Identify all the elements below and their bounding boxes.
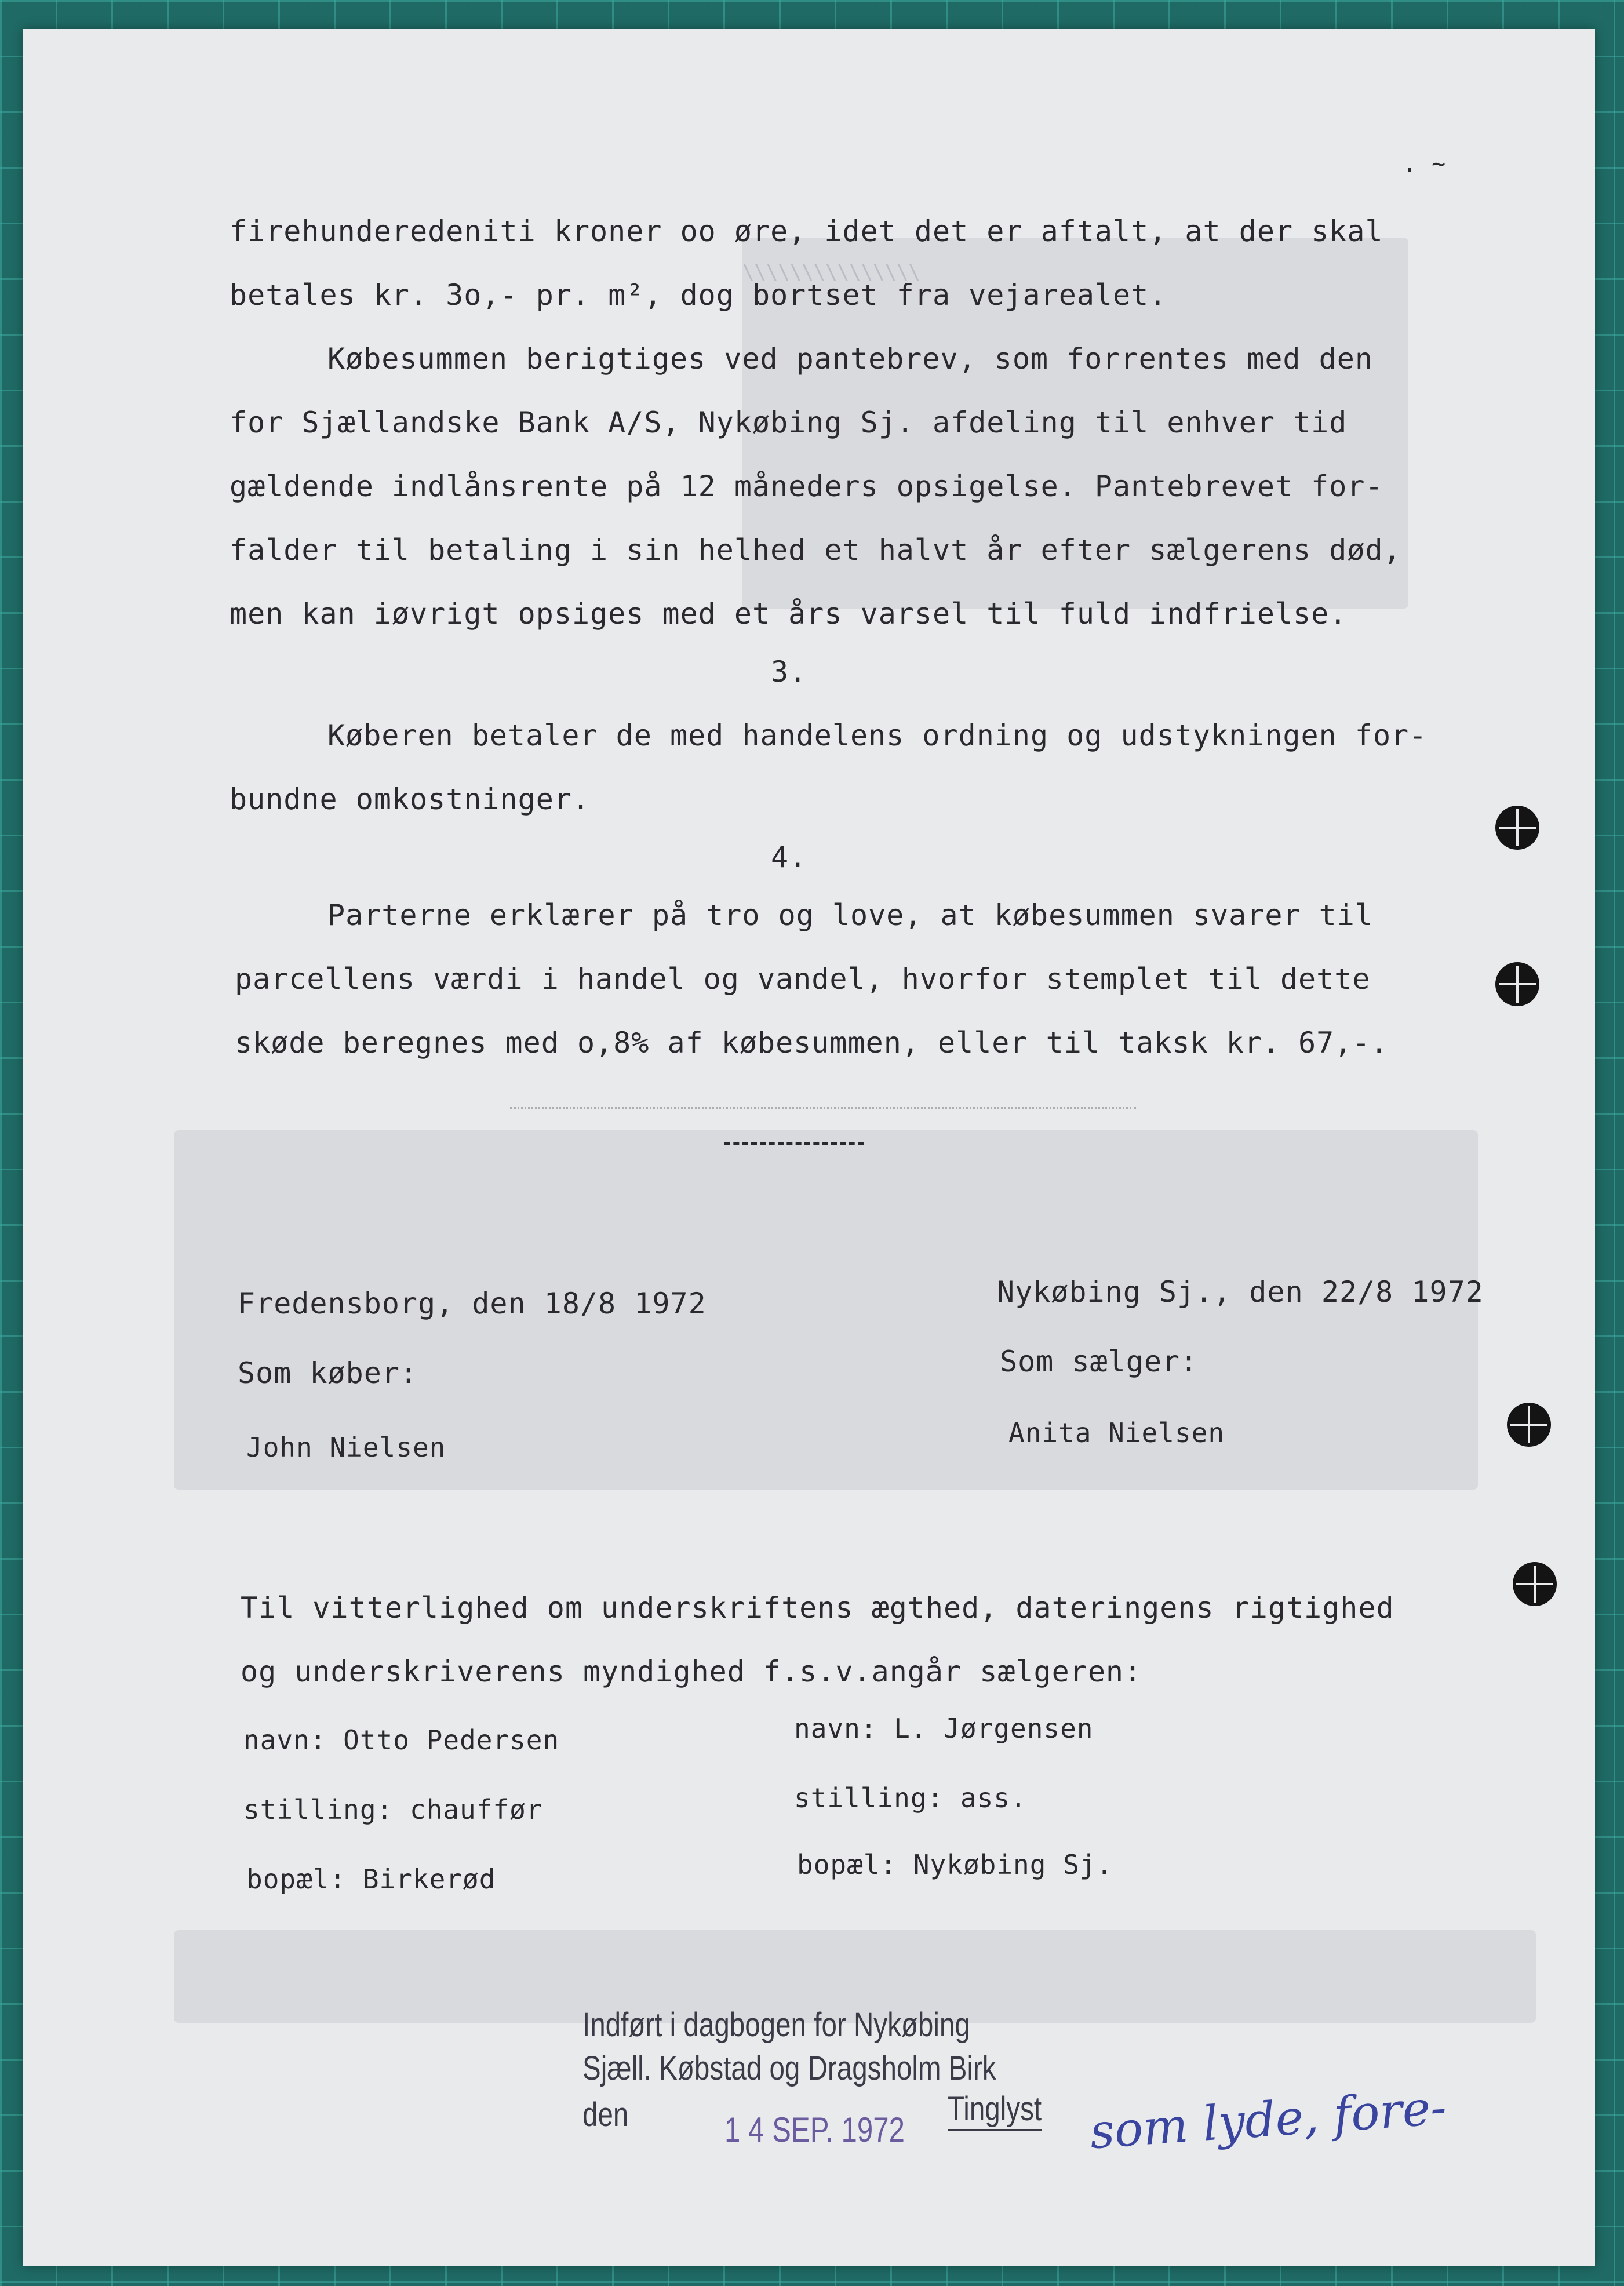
- registry-stamp-line: den: [582, 2096, 629, 2134]
- punch-hole: [1513, 1562, 1557, 1606]
- registry-stamp-line: Indført i dagbogen for Nykøbing: [582, 2006, 970, 2044]
- dotted-rule: [510, 1107, 1136, 1109]
- witness-2-residence: bopæl: Nykøbing Sj.: [797, 1849, 1113, 1880]
- text-line: gældende indlånsrente på 12 måneders opsigelse. Pantebrevet for-: [230, 469, 1383, 503]
- punch-hole: [1507, 1403, 1551, 1447]
- punch-hole: [1495, 806, 1539, 850]
- text-line: bundne omkostninger.: [230, 782, 591, 816]
- text-line: Købesummen berigtiges ved pantebrev, som forrentes med den: [327, 342, 1373, 376]
- separator-rule: [724, 1142, 864, 1145]
- section-number: 3.: [771, 655, 807, 689]
- seller-role: Som sælger:: [1000, 1345, 1199, 1378]
- text-line: men kan iøvrigt opsiges med et års varsel til fuld indfrielse.: [230, 597, 1348, 631]
- text-line: skøde beregnes med o,8% af købesummen, eller til taksk kr. 67,-.: [235, 1026, 1389, 1060]
- buyer-name: John Nielsen: [246, 1432, 446, 1463]
- text-line: firehunderedeniti kroner oo øre, idet det er aftalt, at der skal: [230, 214, 1383, 248]
- text-line: Parterne erklærer på tro og love, at købesummen svarer til: [327, 898, 1373, 932]
- witness-1-position: stilling: chauffør: [243, 1794, 543, 1825]
- witness-1-name: navn: Otto Pedersen: [243, 1724, 560, 1756]
- registry-stamp-status: [948, 2090, 1042, 2128]
- witness-1-residence: bopæl: Birkerød: [246, 1863, 496, 1895]
- registry-stamp-line: Sjæll. Købstad og Dragsholm Birk: [582, 2050, 996, 2087]
- buyer-place-date: Fredensborg, den 18/8 1972: [238, 1287, 707, 1320]
- witness-intro-line: Til vitterlighed om underskriftens ægthed, dateringens rigtighed: [241, 1591, 1394, 1625]
- tinglyst-label: Tinglyst: [948, 2090, 1042, 2131]
- seller-place-date: Nykøbing Sj., den 22/8 1972: [997, 1275, 1484, 1309]
- registry-stamp-date: 1 4 SEP. 1972: [724, 2110, 905, 2149]
- witness-2-position: stilling: ass.: [794, 1782, 1027, 1814]
- text-line: betales kr. 3o,- pr. m², dog bortset fra vejarealet.: [230, 278, 1167, 312]
- witness-2-name: navn: L. Jørgensen: [794, 1713, 1094, 1744]
- text-line: falder til betaling i sin helhed et halvt år efter sælgerens død,: [230, 533, 1401, 567]
- handwritten-note: som lyde, fore-: [1088, 2080, 1448, 2160]
- seller-name: Anita Nielsen: [1008, 1417, 1225, 1448]
- bleed-through-text: ///////////////: [742, 261, 920, 284]
- witness-intro-line: og underskriverens myndighed f.s.v.angår sælgeren:: [241, 1655, 1142, 1688]
- buyer-role: Som køber:: [238, 1356, 418, 1390]
- punch-hole: [1495, 962, 1539, 1006]
- document-page: [23, 29, 1595, 2266]
- text-line: Køberen betaler de med handelens ordning og udstykningen for-: [327, 719, 1428, 752]
- text-line: parcellens værdi i handel og vandel, hvorfor stemplet til dette: [235, 962, 1371, 996]
- section-number: 4.: [771, 840, 807, 874]
- top-mark: . ~: [1403, 151, 1447, 177]
- text-line: for Sjællandske Bank A/S, Nykøbing Sj. afdeling til enhver tid: [230, 406, 1348, 439]
